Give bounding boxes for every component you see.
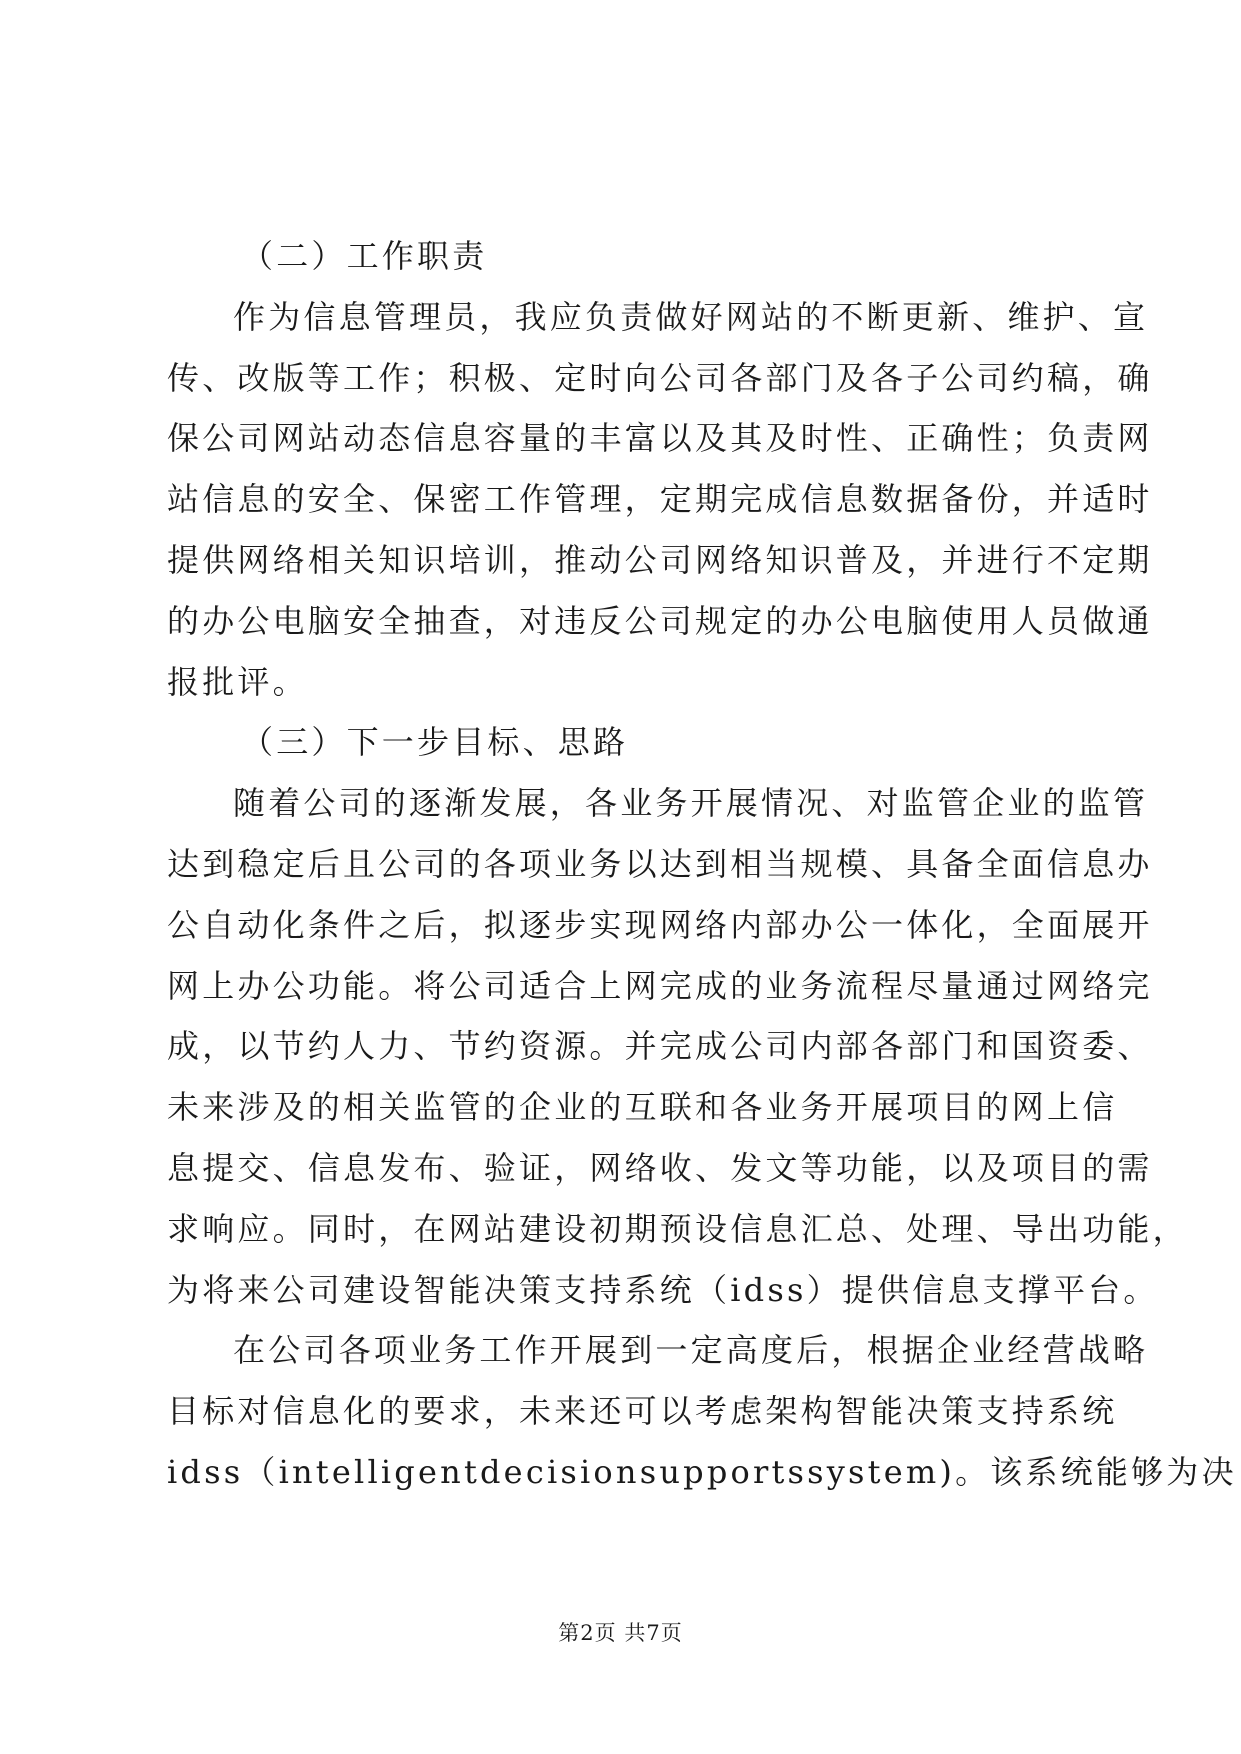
text-line: 未来涉及的相关监管的企业的互联和各业务开展项目的网上信 <box>167 1088 1118 1127</box>
text-line: 成，以节约人力、节约资源。并完成公司内部各部门和国资委、 <box>167 1027 1153 1066</box>
paragraph-next-goals <box>167 773 1188 1320</box>
text-line: 目标对信息化的要求，未来还可以考虑架构智能决策支持系统 <box>167 1392 1118 1431</box>
text-line: 公自动化条件之后，拟逐步实现网络内部办公一体化，全面展开 <box>167 905 1153 944</box>
text-line: 网上办公功能。将公司适合上网完成的业务流程尽量通过网络完 <box>167 966 1153 1005</box>
paragraph-idss <box>167 1320 1237 1502</box>
text-line: 报批评。 <box>167 662 308 701</box>
text-line: 站信息的安全、保密工作管理，定期完成信息数据备份，并适时 <box>167 480 1153 519</box>
text-line: 为将来公司建设智能决策支持系统（idss）提供信息支撑平台。 <box>167 1270 1159 1309</box>
text-line: 息提交、信息发布、验证，网络收、发文等功能，以及项目的需 <box>167 1148 1153 1187</box>
section-heading-duties: （二）工作职责 <box>241 237 488 275</box>
text-line: idss（intelligentdecisionsupportssystem)。该系统能够为决 <box>167 1452 1237 1491</box>
paragraph-duties <box>167 287 1153 713</box>
text-line: 随着公司的逐渐发展，各业务开展情况、对监管企业的监管 <box>233 784 1149 823</box>
text-line: 作为信息管理员，我应负责做好网站的不断更新、维护、宣 <box>233 297 1149 336</box>
text-line: 提供网络相关知识培训，推动公司网络知识普及，并进行不定期 <box>167 540 1153 579</box>
text-line: 求响应。同时，在网站建设初期预设信息汇总、处理、导出功能， <box>167 1209 1188 1248</box>
text-line: 传、改版等工作；积极、定时向公司各部门及各子公司约稿，确 <box>167 358 1153 397</box>
text-line: 的办公电脑安全抽查，对违反公司规定的办公电脑使用人员做通 <box>167 601 1153 640</box>
document-body <box>167 226 1237 1503</box>
page-number-footer: 第2页 共7页 <box>558 1621 683 1645</box>
section-heading-next-goals: （三）下一步目标、思路 <box>241 723 629 762</box>
text-line: 在公司各项业务工作开展到一定高度后，根据企业经营战略 <box>233 1331 1149 1370</box>
text-line: 保公司网站动态信息容量的丰富以及其及时性、正确性；负责网 <box>167 419 1153 458</box>
text-line: 达到稳定后且公司的各项业务以达到相当规模、具备全面信息办 <box>167 844 1153 883</box>
